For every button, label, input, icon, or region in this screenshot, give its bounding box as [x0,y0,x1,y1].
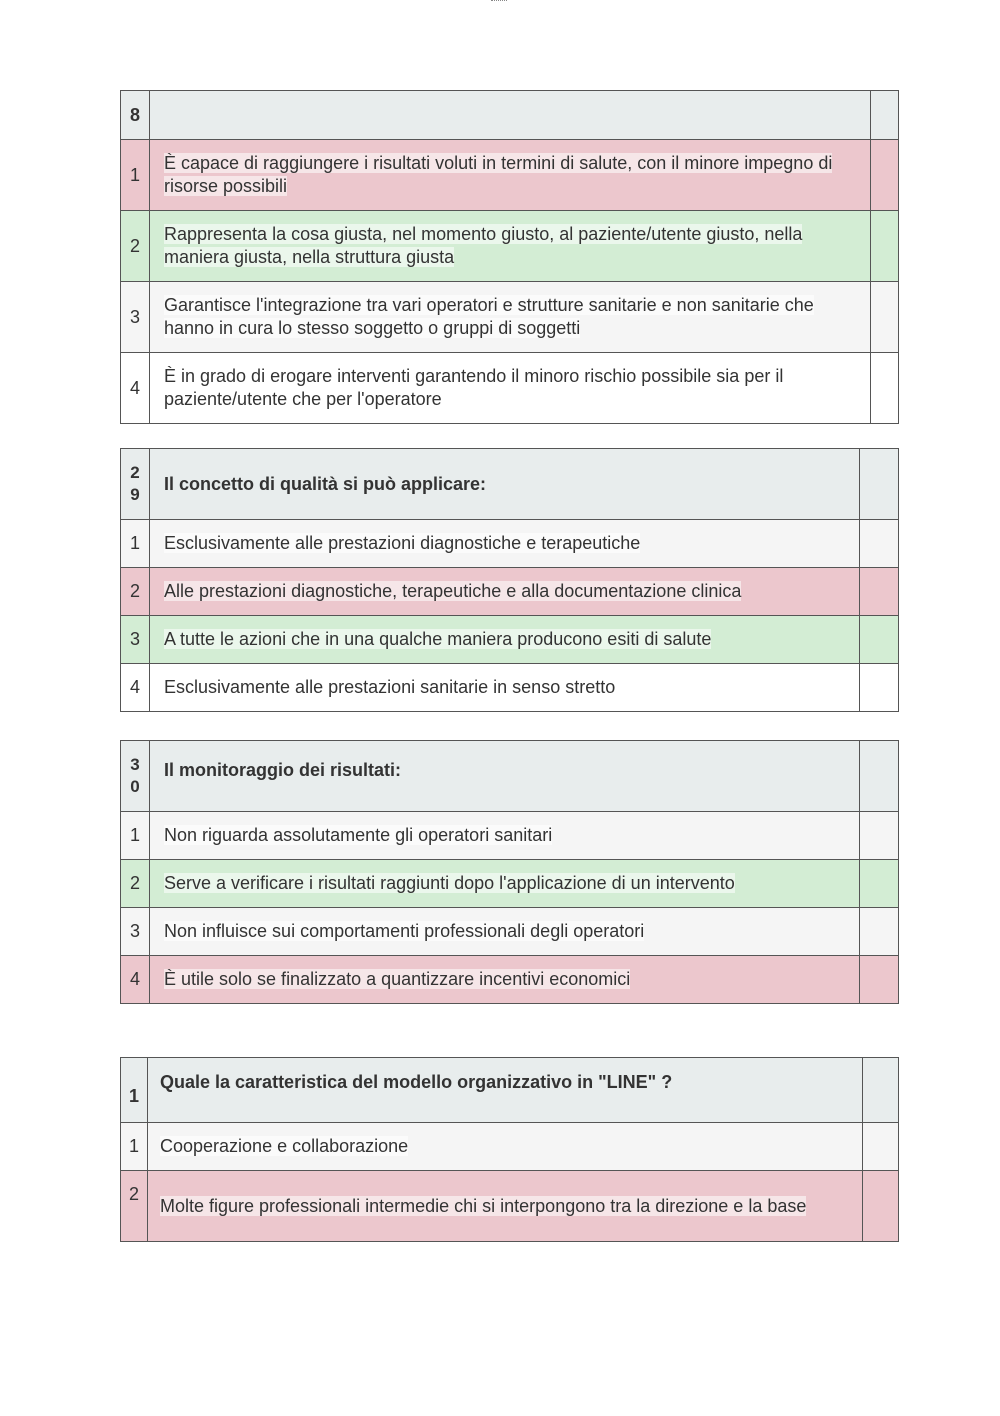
answer-row[interactable] [121,568,899,616]
answer-row[interactable] [121,616,899,664]
question-header [121,449,899,520]
answer-row[interactable] [121,1171,899,1242]
question-number: 8 [121,91,150,140]
answer-text: È capace di raggiungere i risultati voluti in termini di salute, con il minore impegno di risorse possibili [150,140,871,211]
answer-mark-cell [860,449,899,520]
answer-mark-cell [860,664,899,712]
page-top-mark [491,0,507,4]
answer-mark-cell [860,741,899,812]
answer-mark-cell [860,520,899,568]
answer-number: 4 [121,956,150,1004]
question-table-8 [120,90,899,424]
answer-number: 2 [121,568,150,616]
answer-mark-cell [863,1058,899,1123]
answer-text: È in grado di erogare interventi garantendo il minoro rischio possibile sia per il paziente/utente che per l'operatore [150,353,871,424]
answer-text: Garantisce l'integrazione tra vari operatori e strutture sanitarie e non sanitarie che hanno in cura lo stesso soggetto o gruppi di soggetti [150,282,871,353]
question-prompt: Il monitoraggio dei risultati: [150,741,860,812]
answer-text: Cooperazione e collaborazione [148,1123,863,1171]
answer-number: 3 [121,616,150,664]
answer-row[interactable] [121,282,899,353]
question-prompt: Quale la caratteristica del modello organizzativo in "LINE" ? [148,1058,863,1123]
answer-mark-cell [871,353,899,424]
answer-mark-cell [860,860,899,908]
question-header [121,741,899,812]
answer-number: 2 [121,860,150,908]
answer-text: Molte figure professionali intermedie chi si interpongono tra la direzione e la base [148,1171,863,1242]
answer-text: Esclusivamente alle prestazioni diagnostiche e terapeutiche [150,520,860,568]
answer-mark-cell [871,140,899,211]
answer-number: 2 [121,1171,148,1242]
answer-mark-cell [860,616,899,664]
answer-row[interactable] [121,140,899,211]
question-table-30 [120,740,899,1004]
answer-number: 1 [121,1123,148,1171]
answer-row[interactable] [121,908,899,956]
answer-number: 2 [121,211,150,282]
answer-row[interactable] [121,860,899,908]
answer-text: Serve a verificare i risultati raggiunti dopo l'applicazione di un intervento [150,860,860,908]
answer-mark-cell [863,1123,899,1171]
answer-number: 1 [121,520,150,568]
question-header [121,1058,899,1123]
answer-text: A tutte le azioni che in una qualche maniera producono esiti di salute [150,616,860,664]
question-table-29 [120,448,899,712]
answer-number: 4 [121,353,150,424]
answer-number: 3 [121,282,150,353]
question-prompt [150,91,871,140]
question-number: 1 [121,1058,148,1123]
answer-text: È utile solo se finalizzato a quantizzare incentivi economici [150,956,860,1004]
answer-text: Non riguarda assolutamente gli operatori sanitari [150,812,860,860]
answer-row[interactable] [121,664,899,712]
answer-number: 1 [121,140,150,211]
answer-mark-cell [860,568,899,616]
answer-row[interactable] [121,1123,899,1171]
answer-mark-cell [860,908,899,956]
answer-mark-cell [860,812,899,860]
answer-mark-cell [871,282,899,353]
answer-row[interactable] [121,956,899,1004]
answer-mark-cell [860,956,899,1004]
question-table-line-model [120,1057,899,1242]
question-number: 2 9 [121,449,150,520]
answer-text: Alle prestazioni diagnostiche, terapeutiche e alla documentazione clinica [150,568,860,616]
answer-number: 3 [121,908,150,956]
answer-text: Esclusivamente alle prestazioni sanitarie in senso stretto [150,664,860,712]
answer-mark-cell [871,91,899,140]
answer-text: Non influisce sui comportamenti professionali degli operatori [150,908,860,956]
question-prompt: Il concetto di qualità si può applicare: [150,449,860,520]
answer-row[interactable] [121,520,899,568]
answer-text: Rappresenta la cosa giusta, nel momento giusto, al paziente/utente giusto, nella maniera giusta, nella struttura giusta [150,211,871,282]
answer-mark-cell [863,1171,899,1242]
answer-mark-cell [871,211,899,282]
answer-row[interactable] [121,353,899,424]
answer-number: 1 [121,812,150,860]
question-number: 3 0 [121,741,150,812]
question-header [121,91,899,140]
answer-row[interactable] [121,211,899,282]
answer-number: 4 [121,664,150,712]
answer-row[interactable] [121,812,899,860]
